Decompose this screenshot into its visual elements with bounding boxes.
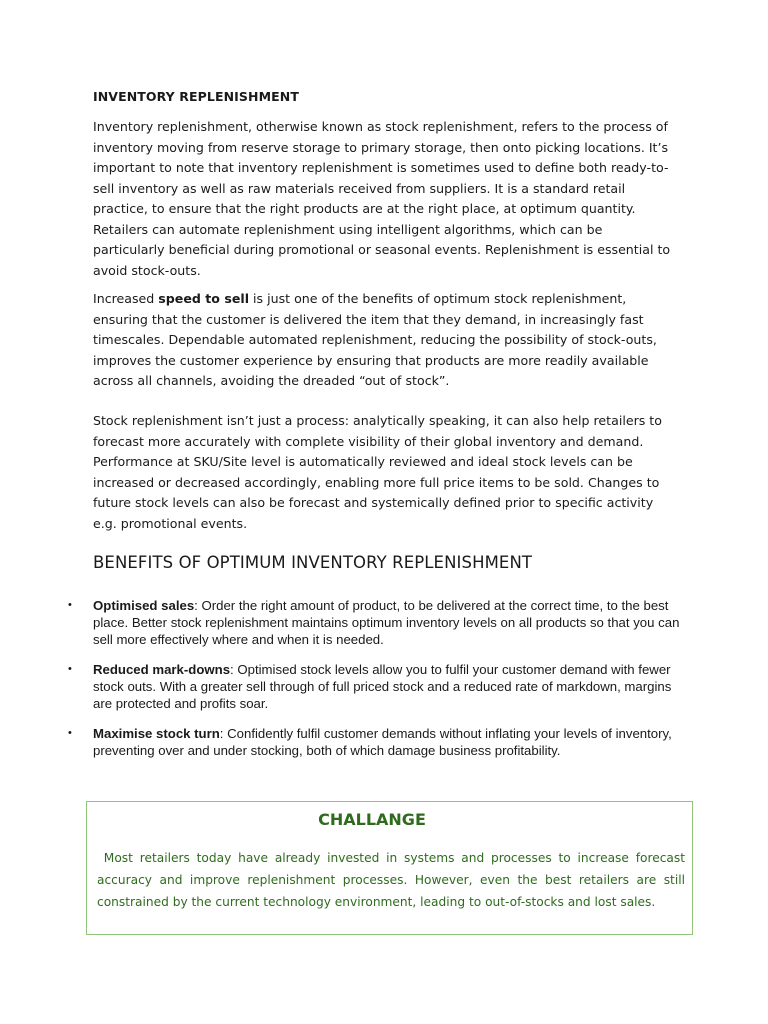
speed-to-sell-paragraph xyxy=(93,289,677,392)
benefit-title: Reduced mark-downs xyxy=(93,662,231,677)
intro-paragraph: Inventory replenishment, otherwise known as stock replenishment, refers to the process of inventory moving from reserve storage to primary storage, then onto picking locations. It’s important to note that inventory replenishment is sometimes used to define both ready-to-sell inventory as well as raw materials received from suppliers. It is a standard retail practice, to ensure that the right products are at the right place, at optimum quantity. Retailers can automate replenishment using intelligent algorithms, which can be particularly beneficial during promotional or seasonal events. Replenishment is essential to avoid stock-outs. xyxy=(93,119,671,278)
benefit-text: : Confidently fulfil customer demands without inflating your levels of inventory, preventing over and under stocking, both of which damage business profitability. xyxy=(93,726,672,758)
benefit-item-maximise-stock-turn xyxy=(66,725,686,759)
challenge-title: CHALLANGE xyxy=(318,810,426,829)
document-title: INVENTORY REPLENISHMENT xyxy=(93,89,299,104)
bullet-icon: • xyxy=(68,599,72,611)
bullet-icon: • xyxy=(68,727,72,739)
benefits-list xyxy=(66,597,686,759)
benefit-title: Maximise stock turn xyxy=(93,726,220,741)
benefit-item-reduced-mark-downs xyxy=(66,661,686,712)
speed-to-sell-emphasis: speed to sell xyxy=(158,291,250,306)
benefit-title: Optimised sales xyxy=(93,598,195,613)
challenge-box xyxy=(86,801,693,935)
benefits-heading: BENEFITS OF OPTIMUM INVENTORY REPLENISHMENT xyxy=(93,553,533,572)
paragraph-prefix: Increased xyxy=(93,291,159,306)
benefit-item-optimised-sales xyxy=(66,597,686,648)
challenge-text: Most retailers today have already invested in systems and processes to increase forecast accuracy and improve replenishment processes. However, even the best retailers are still constrained by the current technology environment, leading to out-of-stocks and lost sales. xyxy=(97,851,685,909)
benefit-text: : Optimised stock levels allow you to fulfil your customer demand with fewer stock outs. With a greater sell through of full priced stock and a reduced rate of markdown, margins are protected and profits soar. xyxy=(93,662,672,711)
benefit-text: : Order the right amount of product, to be delivered at the correct time, to the best place. Better stock replenishment maintains optimum inventory levels on all products so that you can sell more effectively where and when it is needed. xyxy=(93,598,680,647)
bullet-icon: • xyxy=(68,663,72,675)
analytics-paragraph: Stock replenishment isn’t just a process: analytically speaking, it can also help retailers to forecast more accurately with complete visibility of their global inventory and demand. Performance at SKU/Site level is automatically reviewed and ideal stock levels can be increased or decreased accordingly, enabling more full price items to be sold. Changes to future stock levels can also be forecast and systemically defined prior to specific activity e.g. promotional events. xyxy=(93,413,662,531)
paragraph-rest: is just one of the benefits of optimum stock replenishment, ensuring that the customer is delivered the item that they demand, in increasingly fast timescales. Dependable automated replenishment, reducing the possibility of stock-outs, improves the customer experience by ensuring that products are more readily available across all channels, avoiding the dreaded “out of stock”. xyxy=(93,291,657,388)
